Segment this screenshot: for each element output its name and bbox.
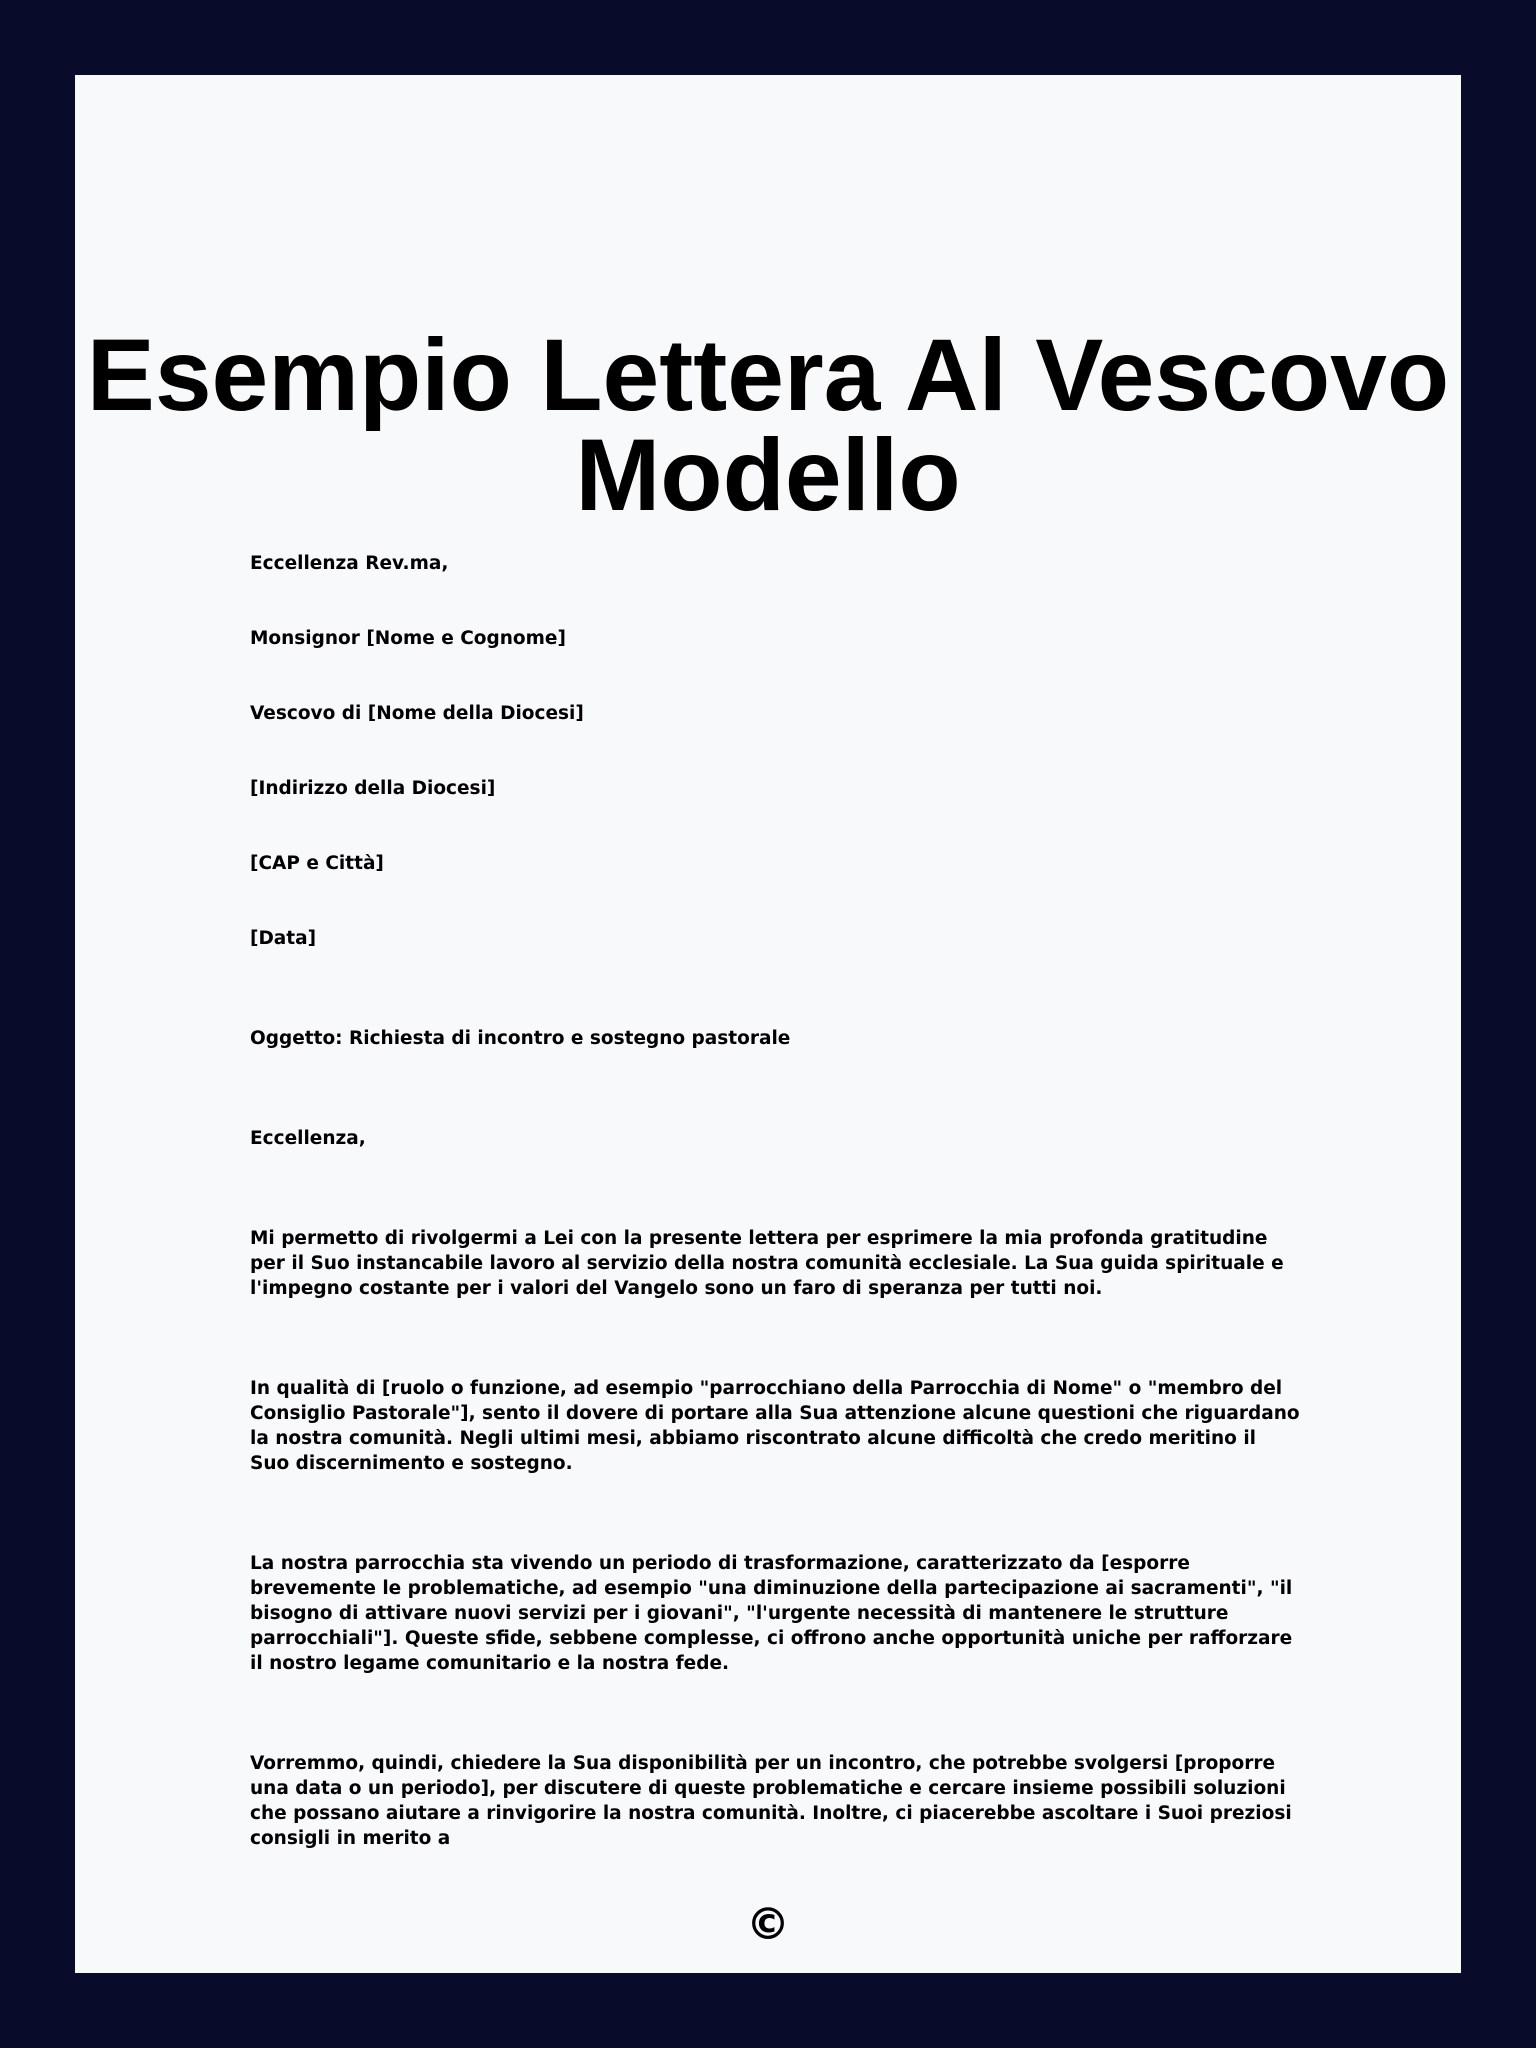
- paragraph: Vorremmo, quindi, chiedere la Sua disponibilità per un incontro, che potrebbe svolgersi [proporre una data o un periodo], per discutere di queste problematiche e cercare insieme possibili soluzioni che possano aiutare a rinvigorire la nostra comunità. Inoltre, ci piacerebbe ascoltare i Suoi preziosi consigli in merito a: [250, 1753, 1292, 1849]
- recipient-name: Monsignor [Nome e Cognome]: [250, 628, 566, 649]
- recipient-cap-city: [CAP e Città]: [250, 853, 384, 874]
- letter-subject: Oggetto: Richiesta di incontro e sostegno pastorale: [250, 1028, 791, 1049]
- document-page: [75, 75, 1461, 1973]
- letter-greeting: Eccellenza,: [250, 1128, 366, 1149]
- salutation-header: Eccellenza Rev.ma,: [250, 553, 449, 574]
- recipient-role: Vescovo di [Nome della Diocesi]: [250, 703, 584, 724]
- page-title: Esempio Lettera Al Vescovo Modello: [86, 318, 1450, 532]
- recipient-address: [Indirizzo della Diocesi]: [250, 778, 496, 799]
- letter-date: [Data]: [250, 928, 317, 949]
- paragraph: La nostra parrocchia sta vivendo un periodo di trasformazione, caratterizzato da [esporre brevemente le problematiche, ad esempio "una diminuzione della partecipazione ai sacramenti", "il bisogno di attivare nuovi servizi per i giovani", "l'urgente necessità di mantenere le strutture parrocchiali"]. Queste sfide, sebbene complesse, ci offrono anche opportunità uniche per rafforzare il nostro legame comunitario e la nostra fede.: [250, 1553, 1293, 1674]
- copyright-icon: ©: [746, 1899, 790, 1950]
- paragraph: Mi permetto di rivolgermi a Lei con la presente lettera per esprimere la mia profonda gratitudine per il Suo instancabile lavoro al servizio della nostra comunità ecclesiale. La Sua guida spirituale e l'impegno costante per i valori del Vangelo sono un faro di speranza per tutti noi.: [250, 1228, 1284, 1299]
- paragraph: In qualità di [ruolo o funzione, ad esempio "parrocchiano della Parrocchia di Nome" o "membro del Consiglio Pastorale"], sento il dovere di portare alla Sua attenzione alcune questioni che riguardano la nostra comunità. Negli ultimi mesi, abbiamo riscontrato alcune difficoltà che credo meritino il Suo discernimento e sostegno.: [250, 1378, 1300, 1474]
